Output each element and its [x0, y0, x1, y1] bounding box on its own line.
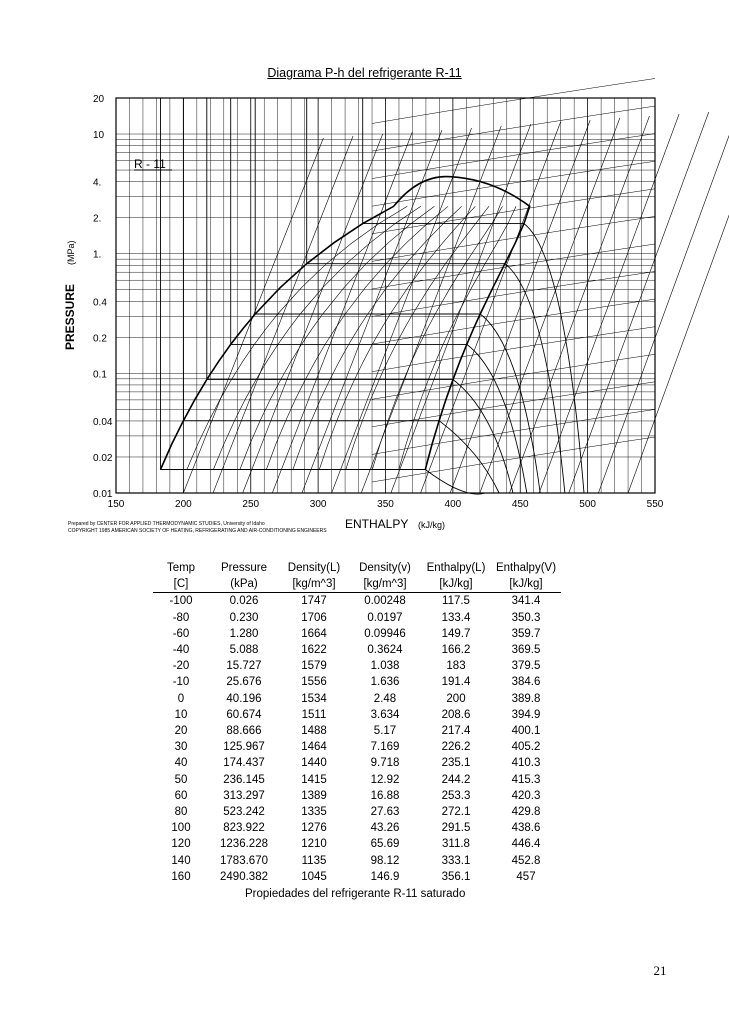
table-cell: 452.8: [511, 854, 541, 867]
table-cell: 0.09946: [364, 627, 406, 640]
y-tick-label: 10: [93, 130, 105, 142]
table-cell: 3.634: [370, 708, 400, 721]
table-cell: 1276: [301, 822, 327, 835]
table-cell: 389.8: [511, 692, 541, 705]
table-cell: 65.69: [370, 838, 400, 851]
table-cell: 1664: [301, 627, 327, 640]
isentrope-line: [213, 136, 353, 493]
table-cell: 438.6: [511, 822, 541, 835]
table-cell: 40.196: [226, 692, 262, 705]
table-cell: 1045: [301, 870, 327, 883]
table-cell: 0.026: [229, 595, 259, 608]
table-row: [153, 610, 561, 626]
table-cell: 88.666: [226, 725, 262, 738]
table-cell: 1210: [301, 838, 327, 851]
table-cell: 253.3: [441, 789, 471, 802]
table-cell: 140: [171, 854, 191, 867]
table-row: [153, 691, 561, 707]
table-cell: -20: [172, 660, 190, 673]
table-cell: 420.3: [511, 789, 541, 802]
table-cell: 60.674: [226, 708, 262, 721]
table-row: [153, 674, 561, 690]
table-cell: 369.5: [511, 644, 541, 657]
table-row: [153, 804, 561, 820]
table-row: [153, 772, 561, 788]
table-cell: 405.2: [511, 741, 541, 754]
table-cell: 1706: [301, 611, 327, 624]
x-tick-label: 350: [377, 499, 394, 510]
table-cell: 0.230: [229, 611, 259, 624]
isentrope-line: [628, 108, 729, 493]
isochore-line: [372, 216, 655, 261]
table-cell: 429.8: [511, 806, 541, 819]
table-row: [153, 836, 561, 852]
table-cell: 16.88: [370, 789, 400, 802]
quality-line: [240, 206, 435, 469]
table-cell: 394.9: [511, 708, 541, 721]
table-cell: 25.676: [226, 676, 262, 689]
table-row: [153, 723, 561, 739]
table-cell: 1236.228: [220, 838, 268, 851]
table-cell: 208.6: [441, 708, 471, 721]
table-cell: 1488: [301, 725, 327, 738]
table-cell: 1464: [301, 741, 327, 754]
table-cell: 0.3624: [367, 644, 403, 657]
table-cell: 43.26: [370, 822, 400, 835]
table-cell: 1556: [301, 676, 327, 689]
table-cell: 191.4: [441, 676, 471, 689]
page-title: Diagrama P-h del refrigerante R-11: [267, 66, 462, 80]
y-tick-label: 0.01: [93, 489, 113, 500]
table-cell: 133.4: [441, 611, 471, 624]
table-cell: 415.3: [511, 773, 541, 786]
table-cell: (kPa): [209, 576, 279, 593]
isochore-line: [372, 382, 655, 427]
table-cell: 0: [177, 692, 185, 705]
table-cell: 15.727: [226, 660, 262, 673]
isochore-line: [372, 134, 655, 179]
table-cell: 2490.382: [220, 870, 268, 883]
table-cell: [kg/m^3]: [349, 576, 421, 593]
isentrope-line: [361, 126, 501, 493]
x-tick-label: 550: [646, 499, 664, 510]
x-tick-label: 300: [309, 499, 327, 510]
table-cell: 1511: [301, 708, 327, 721]
table-row: [153, 642, 561, 658]
table-cell: 30: [174, 741, 188, 754]
table-cell: 1622: [301, 644, 327, 657]
table-cell: 1389: [301, 789, 327, 802]
y-tick-label: 4.: [93, 177, 102, 189]
table-cell: 1135: [301, 854, 327, 867]
table-cell: 446.4: [511, 838, 541, 851]
isotherm-line: [363, 98, 584, 493]
table-cell: [kg/m^3]: [279, 576, 349, 593]
table-cell: 1.038: [370, 660, 400, 673]
table-cell: Enthalpy(L): [426, 562, 486, 574]
table-cell: 523.242: [223, 806, 265, 819]
table-cell: 50: [174, 773, 188, 786]
table-cell: Enthalpy(V): [495, 562, 557, 574]
table-cell: 20: [174, 725, 188, 738]
table-cell: Temp: [166, 562, 196, 574]
isentrope-line: [332, 128, 472, 493]
table-cell: 1579: [301, 660, 327, 673]
table-cell: 359.7: [511, 627, 541, 640]
table-cell: 120: [171, 838, 191, 851]
table-cell: 1783.670: [220, 854, 268, 867]
chart-credit-line-2: COPYRIGHT 1985 AMERICAN SOCIETY OF HEATING, REFRIGERATING AND AIR-CONDITIONING ENGINEERS: [68, 528, 327, 534]
table-cell: 174.437: [223, 757, 265, 770]
table-cell: 2.48: [373, 692, 397, 705]
table-cell: 27.63: [370, 806, 400, 819]
table-cell: 1534: [301, 692, 327, 705]
isotherm-line: [231, 98, 527, 493]
isentrope-line: [243, 134, 383, 493]
y-axis-unit: (MPa): [66, 240, 76, 265]
table-cell: [kJ/kg]: [421, 576, 491, 593]
table-cell: 0.00248: [364, 595, 406, 608]
isochore-line: [372, 161, 655, 206]
table-cell: 333.1: [441, 854, 471, 867]
isochore-line: [372, 437, 655, 482]
refrigerant-label: R - 11: [134, 157, 166, 171]
table-row: [153, 593, 561, 610]
isotherm-line: [207, 98, 513, 493]
table-cell: 40: [174, 757, 188, 770]
table-cell: 217.4: [441, 725, 471, 738]
isentrope-line: [421, 122, 561, 493]
table-cell: 379.5: [511, 660, 541, 673]
isentrope-line: [539, 114, 679, 493]
table-cell: 98.12: [370, 854, 400, 867]
table-cell: 60: [174, 789, 188, 802]
table-units-row: [153, 576, 561, 593]
table-cell: 272.1: [441, 806, 471, 819]
table-cell: 457: [516, 870, 536, 883]
table-cell: -10: [172, 676, 190, 689]
table-row: [153, 869, 561, 885]
table-cell: 823.922: [223, 822, 265, 835]
table-cell: 9.718: [370, 757, 400, 770]
table-cell: 12.92: [370, 773, 400, 786]
table-cell: 80: [174, 806, 188, 819]
table-cell: 384.6: [511, 676, 541, 689]
table-cell: 311.8: [442, 838, 470, 851]
y-tick-label: 0.1: [93, 369, 107, 381]
quality-line: [187, 206, 407, 469]
x-tick-label: 250: [242, 499, 260, 510]
table-row: [153, 658, 561, 674]
x-tick-label: 150: [107, 499, 125, 510]
table-cell: 1747: [301, 595, 327, 608]
y-tick-label: 0.02: [93, 452, 113, 464]
table-cell: 400.1: [511, 725, 541, 738]
table-cell: -80: [172, 611, 190, 624]
table-row: [153, 755, 561, 771]
table-cell: 341.4: [511, 595, 541, 608]
table-cell: 1.636: [370, 676, 400, 689]
table-cell: 100: [171, 822, 191, 835]
table-cell: 236.145: [223, 773, 265, 786]
x-tick-label: 450: [511, 499, 529, 510]
table-cell: 350.3: [511, 611, 541, 624]
table-cell: 356.1: [441, 870, 471, 883]
table-cell: 160: [171, 870, 191, 883]
table-cell: 410.3: [511, 757, 541, 770]
table-row: [153, 788, 561, 804]
table-cell: 313.297: [223, 789, 265, 802]
table-cell: 235.1: [441, 757, 471, 770]
table-row: [153, 853, 561, 869]
table-row: [153, 626, 561, 642]
table-cell: 1.280: [229, 627, 259, 640]
saturated-properties-table: [153, 560, 561, 885]
table-cell: Density(v): [359, 562, 411, 574]
quality-line: [372, 206, 502, 469]
table-cell: -40: [172, 644, 190, 657]
table-cell: -60: [172, 627, 190, 640]
y-axis-label: PRESSURE: [63, 283, 77, 350]
table-cell: 1440: [301, 757, 327, 770]
table-row: [153, 820, 561, 836]
table-cell: 226.2: [441, 741, 471, 754]
y-tick-label: 2.: [93, 213, 102, 225]
table-cell: 149.7: [441, 627, 471, 640]
isochore-line: [372, 244, 655, 289]
table-cell: 200: [446, 692, 466, 705]
x-tick-label: 500: [579, 499, 596, 510]
table-cell: [C]: [153, 576, 209, 593]
table-row: [153, 707, 561, 723]
isentrope-line: [183, 138, 323, 493]
isochore-line: [372, 106, 655, 151]
table-cell: 0.0197: [367, 611, 403, 624]
x-axis-label: ENTHALPY: [345, 517, 409, 531]
quality-line: [266, 206, 448, 469]
chart-credit-line-1: Prepared by CENTER FOR APPLIED THERMODYNAMIC STUDIES, University of Idaho: [68, 521, 265, 527]
table-cell: -100: [169, 595, 193, 608]
table-cell: 125.967: [223, 741, 265, 754]
table-cell: 117.5: [442, 595, 470, 608]
table-cell: 1335: [301, 806, 327, 819]
x-axis-unit: (kJ/kg): [418, 520, 445, 530]
isochore-line: [372, 354, 655, 399]
y-tick-label: 0.4: [93, 297, 107, 309]
isochore-line: [372, 327, 655, 372]
isentrope-line: [480, 118, 620, 493]
table-row: [153, 739, 561, 755]
table-cell: Pressure: [220, 562, 268, 574]
table-cell: 146.9: [370, 870, 400, 883]
table-cell: 7.169: [370, 741, 400, 754]
quality-line: [399, 206, 516, 469]
y-tick-label: 1.: [93, 249, 102, 261]
table-cell: 1415: [301, 773, 327, 786]
table-caption: Propiedades del refrigerante R-11 saturado: [245, 888, 466, 900]
page-number: 21: [653, 963, 667, 978]
y-tick-label: 20: [93, 94, 105, 105]
table-cell: Density(L): [287, 562, 341, 574]
table-cell: [kJ/kg]: [491, 576, 561, 593]
isochore-line: [372, 79, 655, 124]
table-cell: 5.088: [229, 644, 259, 657]
table-cell: 5.17: [373, 725, 397, 738]
y-tick-label: 0.04: [93, 416, 113, 428]
table-header-row: [153, 560, 561, 576]
isentrope-line: [391, 124, 531, 493]
table-cell: 166.2: [441, 644, 471, 657]
table-cell: 183: [446, 660, 466, 673]
table-cell: 244.2: [441, 773, 471, 786]
y-tick-label: 0.2: [93, 333, 107, 345]
x-tick-label: 400: [444, 499, 462, 510]
table-cell: 291.5: [441, 822, 471, 835]
x-tick-label: 200: [175, 499, 192, 510]
table-cell: 10: [174, 708, 188, 721]
